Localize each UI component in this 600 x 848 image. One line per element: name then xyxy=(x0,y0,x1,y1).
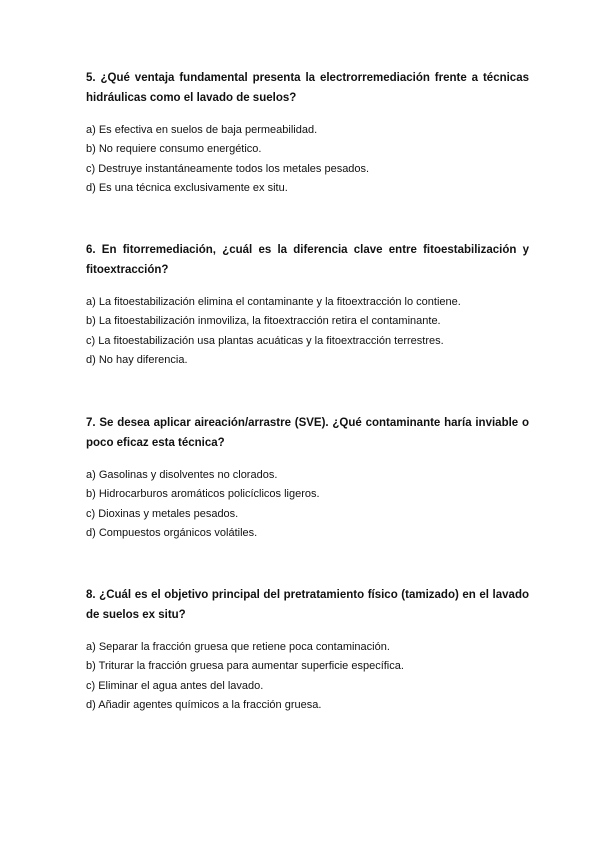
option-b: b) Hidrocarburos aromáticos policíclicos ligeros. xyxy=(86,488,320,501)
question-title: 5. ¿Qué ventaja fundamental presenta la electrorremediación frente a técnicas hidráulicas como el lavado de suelos? xyxy=(86,72,529,104)
question-title: 6. En fitorremediación, ¿cuál es la diferencia clave entre fitoestabilización y fitoextracción? xyxy=(86,244,529,276)
option-list xyxy=(86,638,529,715)
question-8 xyxy=(86,585,529,715)
option-b: b) La fitoestabilización inmoviliza, la fitoextracción retira el contaminante. xyxy=(86,315,441,328)
option-list xyxy=(86,121,529,198)
option-d: d) Es una técnica exclusivamente ex situ. xyxy=(86,181,288,194)
option-list xyxy=(86,466,529,543)
option-d: d) No hay diferencia. xyxy=(86,353,188,366)
question-title: 7. Se desea aplicar aireación/arrastre (SVE). ¿Qué contaminante haría inviable o poco eficaz esta técnica? xyxy=(86,417,529,449)
option-list xyxy=(86,293,529,370)
question-title: 8. ¿Cuál es el objetivo principal del pretratamiento físico (tamizado) en el lavado de suelos ex situ? xyxy=(86,589,529,621)
option-c: c) Eliminar el agua antes del lavado. xyxy=(86,679,264,692)
option-c: c) La fitoestabilización usa plantas acuáticas y la fitoextracción terrestres. xyxy=(86,334,444,347)
option-a: a) Gasolinas y disolventes no clorados. xyxy=(86,469,278,481)
question-5 xyxy=(86,68,529,198)
option-d: d) Compuestos orgánicos volátiles. xyxy=(86,526,258,539)
option-b: b) No requiere consumo energético. xyxy=(86,143,262,156)
option-c: c) Destruye instantáneamente todos los metales pesados. xyxy=(86,162,370,175)
option-b: b) Triturar la fracción gruesa para aumentar superficie específica. xyxy=(86,660,404,673)
question-7 xyxy=(86,413,529,543)
question-6 xyxy=(86,240,529,370)
option-c: c) Dioxinas y metales pesados. xyxy=(86,507,239,520)
option-d: d) Añadir agentes químicos a la fracción gruesa. xyxy=(86,698,322,711)
option-a: a) La fitoestabilización elimina el contaminante y la fitoextracción lo contiene. xyxy=(86,296,461,308)
option-a: a) Es efectiva en suelos de baja permeabilidad. xyxy=(86,124,318,136)
option-a: a) Separar la fracción gruesa que retiene poca contaminación. xyxy=(86,641,390,653)
